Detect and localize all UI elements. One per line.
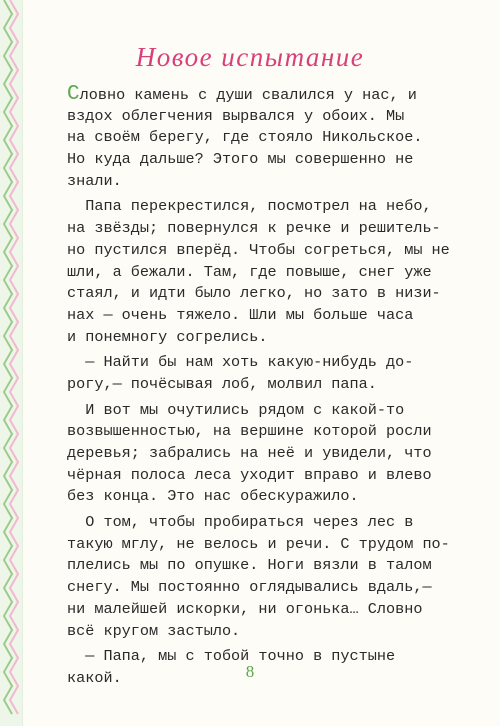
text-line: знали. — [67, 171, 122, 190]
text-line: вздох облегчения вырвался у обоих. Мы — [67, 106, 405, 125]
page-number: 8 — [245, 662, 255, 681]
text-line: деревья; забрались на неё и увидели, что — [67, 444, 432, 462]
text-line: рогу,— почёсывая лоб, молвил папа. — [67, 374, 377, 393]
text-line: ни малейшей искорки, ни огонька… Словно — [67, 599, 423, 618]
text-line: всё кругом застыло. — [67, 621, 241, 640]
text-line: нах — очень тяжело. Шли мы больше часа — [67, 305, 414, 324]
text-line: такую мглу, не велось и речи. С трудом по- — [67, 534, 450, 553]
text-line: Папа перекрестился, посмотрел на небо, — [67, 197, 432, 216]
text-line-rest: ловно камень с души свалился у нас, и — [79, 86, 417, 104]
paragraph — [67, 352, 473, 395]
drop-cap: С — [67, 83, 80, 106]
zigzag-ornament — [0, 0, 22, 726]
zigzag-line — [10, 0, 18, 714]
paragraph — [67, 512, 473, 642]
paragraph — [67, 400, 473, 508]
text-line: и понемногу согрелись. — [67, 327, 268, 346]
text-line: без конца. Это нас обескуражило. — [67, 487, 359, 506]
chapter-title: Новое испытание — [135, 42, 365, 72]
text-line: — Папа, мы с тобой точно в пустыне — [67, 647, 396, 666]
decorative-border — [0, 0, 23, 726]
text-line: плелись мы по опушке. Ноги вязли в талом — [67, 556, 432, 575]
body-text — [67, 84, 473, 690]
text-line: Но куда дальше? Этого мы совершенно не — [67, 150, 414, 169]
text-line: стаял, и идти было легко, но зато в низи- — [67, 284, 441, 303]
text-line: но пустился вперёд. Чтобы согреться, мы не — [67, 240, 450, 259]
text-line: на звёзды; повернулся к речке и решитель- — [67, 219, 441, 238]
text-line: О том, чтобы пробираться через лес в — [67, 513, 414, 532]
text-line: возвышенностью, на вершине которой росли — [67, 422, 432, 441]
paragraph — [67, 84, 473, 192]
zigzag-line — [4, 0, 12, 714]
text-line: чёрная полоса леса уходит вправо и влево — [67, 465, 432, 484]
text-line: на своём берегу, где стояло Никольское. — [67, 128, 423, 147]
text-line: — Найти бы нам хоть какую-нибудь до- — [67, 353, 414, 372]
text-line: какой. — [67, 668, 122, 687]
text-line — [67, 84, 473, 106]
text-line: шли, а бежали. Там, где повыше, снег уже — [67, 262, 432, 281]
paragraph — [67, 196, 473, 348]
text-line: И вот мы очутились рядом с какой-то — [67, 400, 405, 419]
text-line: снегу. Мы постоянно оглядывались вдаль,— — [67, 578, 432, 597]
